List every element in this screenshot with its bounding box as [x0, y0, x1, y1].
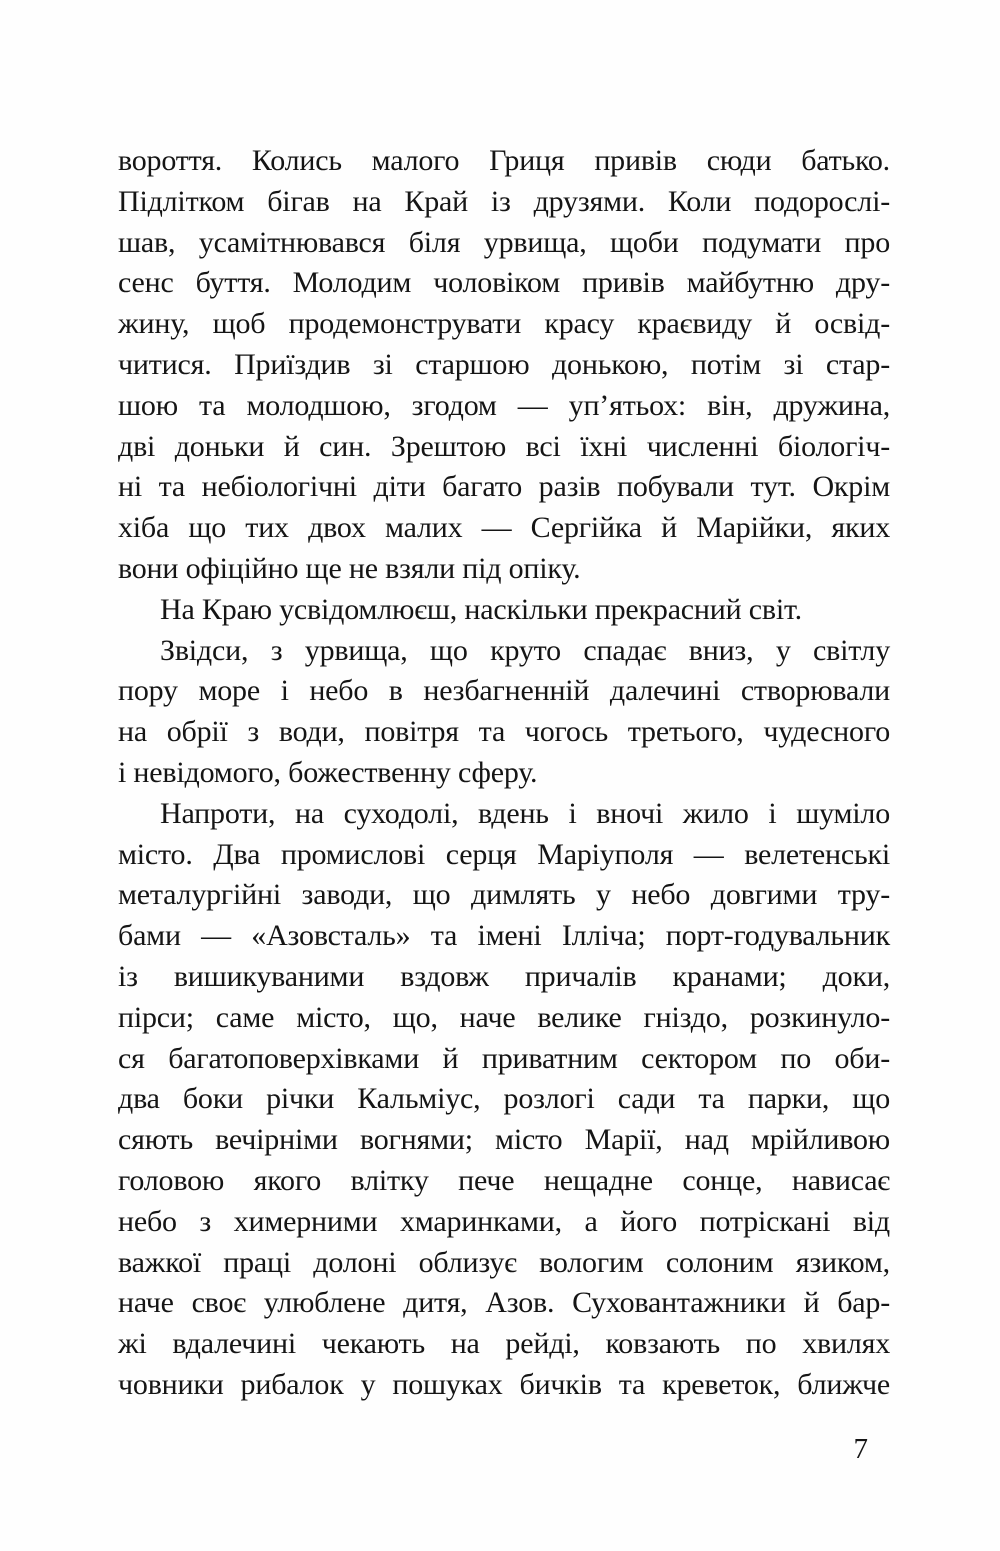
- text-line: жину, щоб продемонструвати красу краєвиду й освід-: [118, 307, 890, 341]
- text-line: ся багатоповерхівками й приватним сектором по оби-: [118, 1041, 890, 1075]
- text-line: сенс буття. Молодим чоловіком привів майбутню дру-: [118, 266, 890, 300]
- text-line: головою якого влітку пече нещадне сонце, нависає: [118, 1163, 890, 1197]
- text-line: пору море і небо в незбагненній далечині створювали: [118, 674, 890, 708]
- text-line: металургійні заводи, що димлять у небо довгими тру-: [118, 878, 890, 912]
- text-line: читися. Приїздив зі старшою донькою, потім зі стар-: [118, 347, 890, 381]
- text-line: із вишикуваними вздовж причалів кранами; доки,: [118, 959, 890, 993]
- text-line: важкої праці долоні облизує вологим солоним язиком,: [118, 1245, 890, 1279]
- text-line: вони офіційно ще не взяли під опіку.: [118, 551, 581, 585]
- text-line: Звідси, з урвища, що круто спадає вниз, у світлу: [160, 633, 890, 667]
- text-line: шав, усамітнювався біля урвища, щоби подумати про: [118, 225, 890, 259]
- text-line: шою та молодшою, згодом — уп’ятьох: він, дружина,: [118, 388, 890, 422]
- text-line: Напроти, на суходолі, вдень і вночі жило і шуміло: [160, 796, 890, 830]
- text-line: На Краю усвідомлюєш, наскільки прекрасний світ.: [160, 592, 802, 626]
- text-line: два боки річки Кальміус, розлогі сади та парки, що: [118, 1082, 890, 1116]
- text-line: на обрії з води, повітря та чогось третього, чудесного: [118, 715, 890, 749]
- text-line: жі вдалечині чекають на рейді, ковзають по хвилях: [118, 1327, 890, 1361]
- text-line: наче своє улюблене дитя, Азов. Суховантажники й бар-: [118, 1286, 890, 1320]
- text-line: сяють вечірніми вогнями; місто Марії, над мрійливою: [118, 1123, 890, 1157]
- text-line: дві доньки й син. Зрештою всі їхні численні біологіч-: [118, 429, 890, 463]
- text-block: [118, 141, 890, 1406]
- text-line: пірси; саме місто, що, наче велике гніздо, розкинуло-: [118, 1000, 890, 1034]
- text-line: човники рибалок у пошуках бичків та креветок, ближче: [118, 1367, 890, 1401]
- text-line: бами — «Азовсталь» та імені Ілліча; порт-годувальник: [118, 919, 890, 953]
- text-line: Підлітком бігав на Край із друзями. Коли подорослі-: [118, 184, 890, 218]
- text-line: і невідомого, божественну сферу.: [118, 755, 538, 789]
- text-line: хіба що тих двох малих — Сергійка й Марійки, яких: [118, 511, 890, 545]
- text-line: ні та небіологічні діти багато разів побували тут. Окрім: [118, 470, 890, 504]
- text-line: небо з химерними хмаринками, а його потріскані від: [118, 1204, 890, 1238]
- page-number: 7: [853, 1433, 868, 1465]
- text-line: місто. Два промислові серця Маріуполя — велетенські: [118, 837, 890, 871]
- text-line: вороття. Колись малого Гриця привів сюди батько.: [118, 144, 890, 177]
